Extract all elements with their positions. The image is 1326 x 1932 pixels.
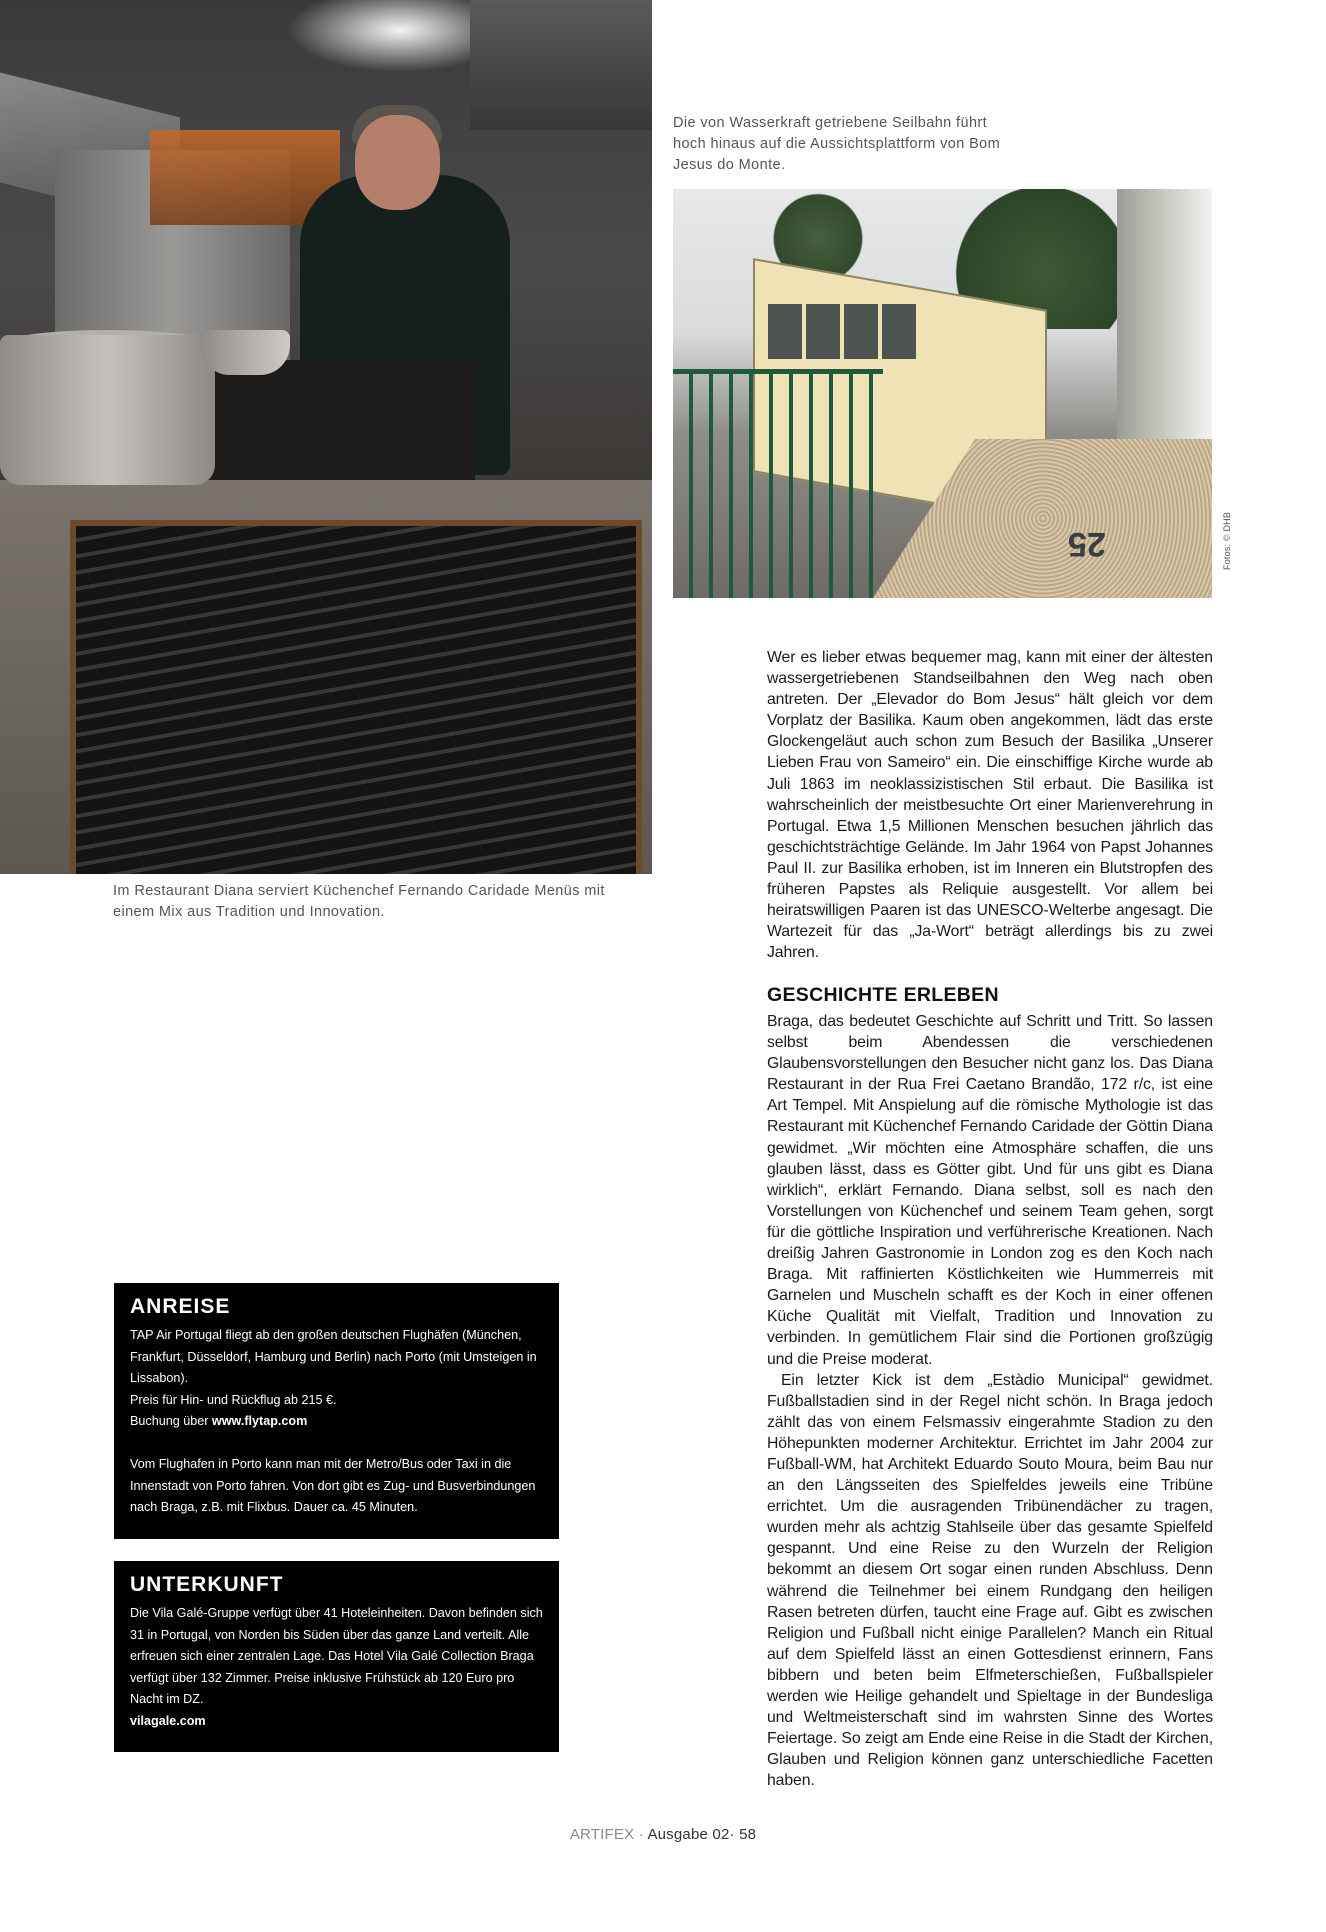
flytap-link[interactable]: www.flytap.com xyxy=(211,1414,308,1428)
article-intro-paragraph: Wer es lieber etwas bequemer mag, kann mit einer der ältesten wassergetriebenen Standseilbahnen den Weg nach oben antreten. Der „Elevador do Bom Jesus“ hält gleich vor dem Vorplatz der Basilika. Kaum oben angekommen, lädt das erste Glockengeläut auch schon zum Besuch der Basilika „Unserer Lieben Frau von Sameiro“ ein. Die einschiffige Kirche wurde ab Juli 1863 im neoklassizistischen Stil erbaut. Die Basilika ist wahrscheinlich der meistbesuchte Ort einer Marienverehrung in Portugal. Etwa 1,5 Millionen Menschen besuchen jährlich das geschichtsträchtige Gelände. Im Jahr 1964 von Papst Johannes Paul II. zur Basilika erhoben, ist im Inneren ein Blutstropfen des früheren Papstes als Reliquie ausgestellt. Vor allem bei heiratswilligen Paaren ist das UNESCO-Welterbe angesagt. Die Wartezeit für das „Ja-Wort“ beträgt allerdings bis zu zwei Jahren. xyxy=(767,649,1213,962)
magazine-brand: ARTIFEX xyxy=(569,1826,635,1843)
kitchen-cabinet-shape xyxy=(470,0,652,130)
green-fence-shape xyxy=(673,369,883,598)
issue-page-number: Ausgabe 02· 58 xyxy=(647,1826,757,1843)
photo-credit: Fotos: © DHB xyxy=(1222,511,1232,570)
pan-shape xyxy=(200,330,290,375)
spacer xyxy=(130,1433,543,1455)
kitchen-photo xyxy=(0,0,652,874)
page-footer xyxy=(0,1826,1326,1843)
kitchen-caption: Im Restaurant Diana serviert Küchenchef Fernando Caridade Menüs mit einem Mix aus Tradition und Innovation. xyxy=(113,883,605,920)
infobox-text: TAP Air Portugal fliegt ab den großen deutschen Flughäfen (München, Frankfurt, Düsseldorf, Hamburg und Berlin) nach Porto (mit Umsteigen in Lissabon). xyxy=(130,1328,537,1385)
chef-head-shape xyxy=(355,115,440,210)
funicular-caption: Die von Wasserkraft getriebene Seilbahn führt hoch hinaus auf die Aussichtsplattform von Bom Jesus do Monte. xyxy=(673,115,1001,173)
pot-shape xyxy=(0,335,215,485)
booking-prefix: Buchung über xyxy=(130,1414,212,1428)
infobox-price: Preis für Hin- und Rückflug ab 215 €. xyxy=(130,1392,337,1407)
section-heading: GESCHICHTE ERLEBEN xyxy=(767,984,999,1006)
footer-separator: · xyxy=(634,1826,648,1843)
infobox-title: UNTERKUNFT xyxy=(130,1573,284,1596)
infobox-text: Vom Flughafen in Porto kann man mit der Metro/Bus oder Taxi in die Innenstadt von Porto fahren. Von dort gibt es Zug- und Busverbindungen nach Braga, z.B. mit Flixbus. Dauer ca. 45 Minuten. xyxy=(130,1457,536,1514)
article-paragraph: Braga, das bedeutet Geschichte auf Schritt und Tritt. So lassen selbst beim Abendessen die verschiedenen Glaubensvorstellungen den Besucher nicht ganz los. Das Diana Restaurant in der Rua Frei Caetano Brandão, 172 r/c, ist eine Art Tempel. Mit Anspielung auf die römische Mythologie ist das Restaurant mit Küchenchef Fernando Caridade der Göttin Diana gewidmet. „Wir möchten eine Atmosphäre schaffen, die uns glauben lässt, dass es Götter gibt. Und für uns gibt es Diana wirklich“, erklärt Fernando. Diana selbst, soll es nach den Vorstellungen von Küchenchef und seinem Team gehen, sorgt für die göttliche Inspiration und verführerische Kreationen. Nach dreißig Jahren Gastronomie in London zog es den Koch nach Braga. Mit raffinierten Köstlichkeiten wie Hummerreis mit Garnelen und Muscheln schafft es der Koch in einer offenen Küche Qualität mit Vielfalt, Tradition und Innovation zu verbinden. In gemütlichem Flair sind die Portionen großzügig und die Preise moderat. xyxy=(767,1013,1213,1368)
unterkunft-infobox xyxy=(114,1561,559,1752)
article-body xyxy=(767,1011,1213,1791)
funicular-windows-shape xyxy=(768,304,918,359)
infobox-text: Die Vila Galé-Gruppe verfügt über 41 Hoteleinheiten. Davon befinden sich 31 in Portugal, von Norden bis Süden über das ganze Land verteilt. Alle erfreuen sich einer zentralen Lage. Das Hotel Vila Galé Collection Braga verfügt über 132 Zimmer. Preise inklusive Frühstück ab 120 Euro pro Nacht im DZ. xyxy=(130,1606,543,1706)
vilagale-link[interactable]: vilagale.com xyxy=(130,1713,206,1728)
funicular-photo xyxy=(673,189,1212,598)
stove-shape xyxy=(195,360,475,490)
article-paragraph: Ein letzter Kick ist dem „Estàdio Municipal“ gewidmet. Fußballstadien sind in der Regel nicht schön. In Braga jedoch zählt das von einem Felsmassiv eingerahmte Stadion zu den Höhepunkten moderner Architektur. Errichtet im Jahr 2004 zur Fußball-WM, hat Architekt Eduardo Souto Moura, beim Bau nur an den Längsseiten des Spielfeldes jeweils eine Tribüne errichtet. Um die ausragenden Tribünendächer zu tragen, wurden mehr als achtzig Stahlseile über das gesamte Spielfeld gespannt. Und eine Reise zu den Wurzeln der Religion bekommt an diesem Ort sogar einen runden Abschluss. Denn während die Teilnehmer bei einem Rundgang den heiligen Rasen betreten dürfen, taucht eine Frage auf. Gibt es zwischen Religion und Fußball nicht einige Parallelen? Manch ein Ritual auf dem Spielfeld lässt an einen Gottesdienst erinnern, Fans bibbern und beten beim Elfmeterschießen, Fußballspieler werden wie Heilige gehandelt und Spieltage in der Bundesliga und Weltmeisterschaft sind im wahrsten Sinne des Wortes Feiertage. So zeigt am Ende eine Reise in die Stadt der Kirchen, Glauben und Religion können ganz unterschiedliche Facetten haben. xyxy=(767,1371,1213,1790)
grill-shape xyxy=(70,520,642,874)
infobox-title: ANREISE xyxy=(130,1295,231,1318)
pavement-number: 25 xyxy=(1068,525,1106,563)
infobox-booking xyxy=(130,1411,543,1433)
anreise-infobox xyxy=(114,1283,559,1539)
